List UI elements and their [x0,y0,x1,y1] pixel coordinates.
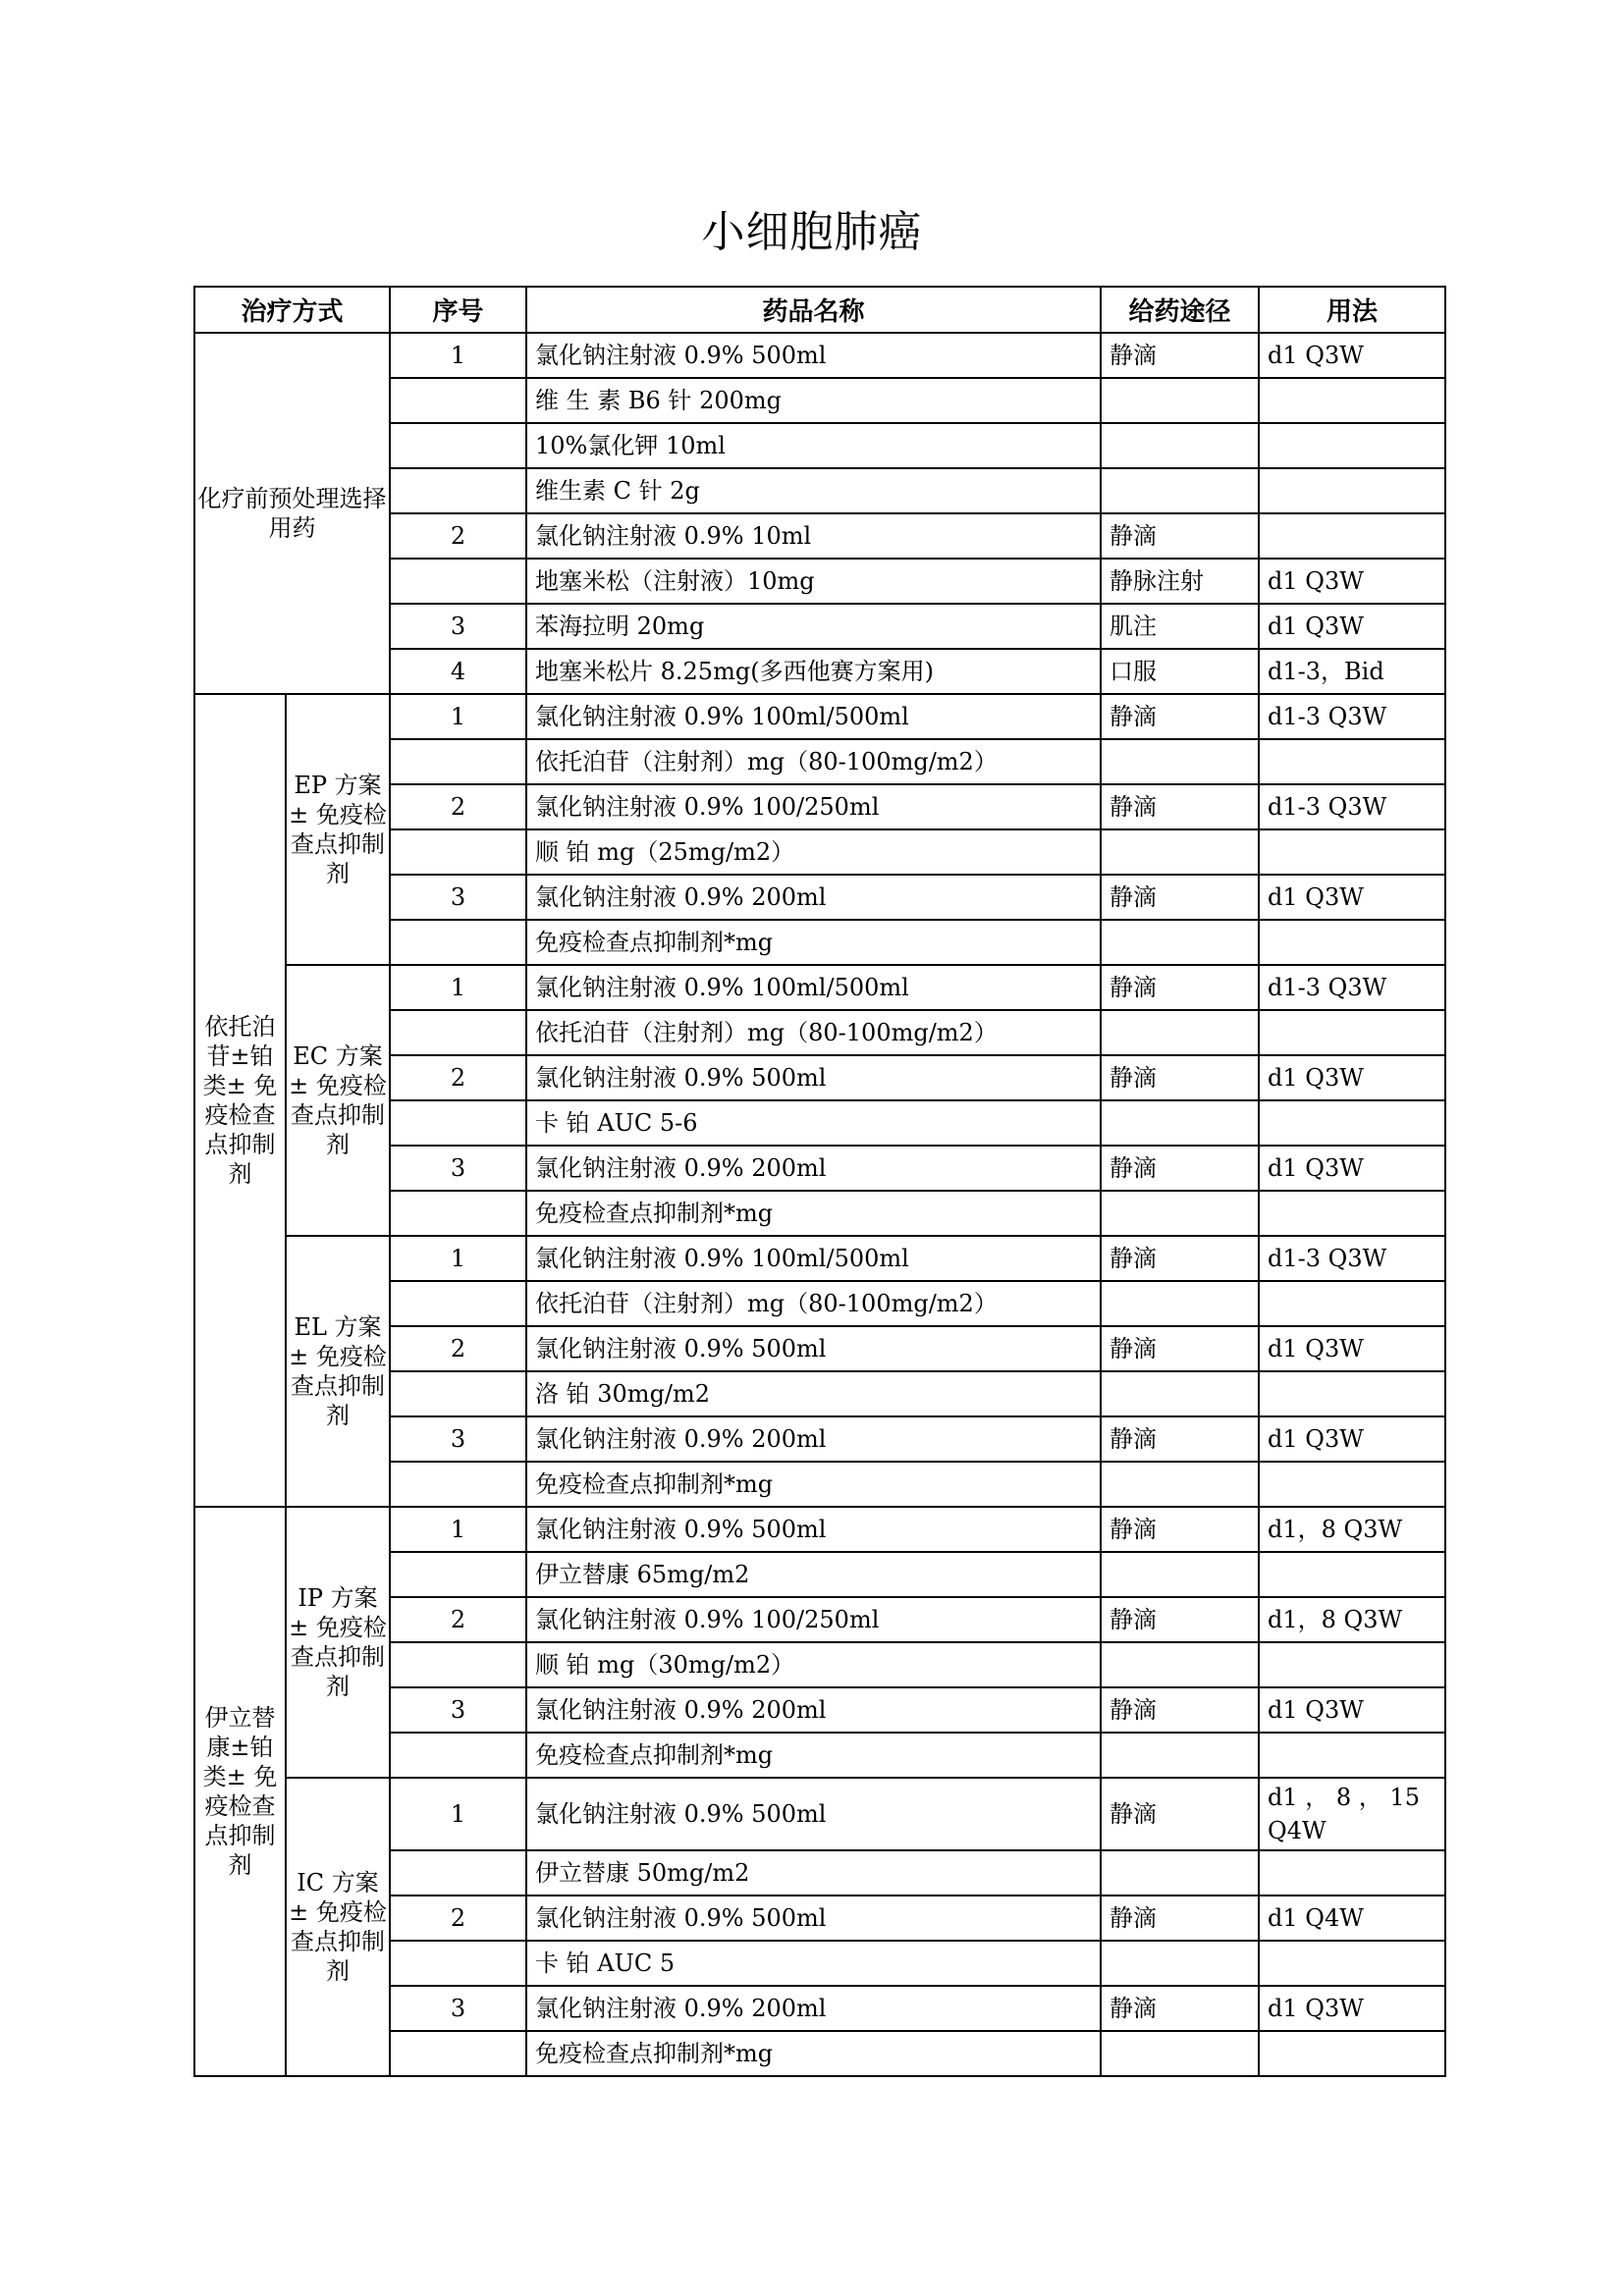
seq-cell: 3 [390,1687,526,1733]
drug-name-cell: 氯化钠注射液 0.9% 500ml [526,1326,1101,1371]
header-usage: 用法 [1259,287,1445,333]
usage-cell: d1-3 Q3W [1259,784,1445,829]
drug-name-cell: 免疫检查点抑制剂*mg [526,1733,1101,1778]
route-cell: 静脉注射 [1101,559,1259,604]
usage-cell [1259,423,1445,468]
drug-name-cell: 氯化钠注射液 0.9% 200ml [526,1416,1101,1462]
usage-cell [1259,1281,1445,1326]
usage-cell [1259,513,1445,559]
route-cell: 静滴 [1101,784,1259,829]
drug-name-cell: 氯化钠注射液 0.9% 200ml [526,1986,1101,2031]
usage-cell: d1 Q3W [1259,1146,1445,1191]
seq-cell: 3 [390,1986,526,2031]
drug-name-cell: 氯化钠注射液 0.9% 500ml [526,1507,1101,1552]
drug-name-cell: 伊立替康 65mg/m2 [526,1552,1101,1597]
table-row [194,965,1445,1010]
route-cell: 口服 [1101,649,1259,694]
header-route: 给药途径 [1101,287,1259,333]
seq-cell: 1 [390,1778,526,1850]
drug-name-cell: 维生素 C 针 2g [526,468,1101,513]
drug-name-cell: 氯化钠注射液 0.9% 10ml [526,513,1101,559]
category-cell-etoposide: 依托泊苷±铂类± 免疫检查点抑制剂 [194,694,286,1507]
route-cell [1101,1100,1259,1146]
regimen-name-cell: IP 方案± 免疫检查点抑制剂 [286,1507,390,1778]
drug-name-cell: 氯化钠注射液 0.9% 500ml [526,1778,1101,1850]
route-cell: 静滴 [1101,1687,1259,1733]
seq-cell: 3 [390,875,526,920]
category-cell-pretreatment: 化疗前预处理选择用药 [194,333,390,694]
drug-name-cell: 卡 铂 AUC 5-6 [526,1100,1101,1146]
regimen-name-cell: IC 方案± 免疫检查点抑制剂 [286,1778,390,2076]
table-row [194,1236,1445,1281]
route-cell: 静滴 [1101,1326,1259,1371]
regimen-name-cell: EL 方案± 免疫检查点抑制剂 [286,1236,390,1507]
seq-cell [390,1642,526,1687]
usage-cell: d1 Q3W [1259,875,1445,920]
seq-cell [390,1462,526,1507]
route-cell: 静滴 [1101,965,1259,1010]
route-cell: 静滴 [1101,875,1259,920]
seq-cell [390,1371,526,1416]
seq-cell [390,468,526,513]
drug-name-cell: 氯化钠注射液 0.9% 200ml [526,1146,1101,1191]
route-cell [1101,739,1259,784]
usage-cell: d1 Q3W [1259,1687,1445,1733]
seq-cell [390,1552,526,1597]
seq-cell: 3 [390,604,526,649]
route-cell: 静滴 [1101,1986,1259,2031]
usage-cell: d1 Q3W [1259,1986,1445,2031]
drug-name-cell: 顺 铂 mg（25mg/m2） [526,829,1101,875]
usage-cell [1259,920,1445,965]
table-row [194,333,1445,378]
header-seq: 序号 [390,287,526,333]
route-cell [1101,1462,1259,1507]
route-cell: 静滴 [1101,1507,1259,1552]
route-cell [1101,1850,1259,1896]
drug-name-cell: 氯化钠注射液 0.9% 200ml [526,875,1101,920]
seq-cell [390,2031,526,2076]
table-header-row [194,287,1445,333]
seq-cell [390,739,526,784]
seq-cell: 1 [390,333,526,378]
route-cell [1101,1552,1259,1597]
usage-cell: d1，8 Q3W [1259,1597,1445,1642]
drug-name-cell: 10%氯化钾 10ml [526,423,1101,468]
route-cell: 静滴 [1101,1597,1259,1642]
usage-cell [1259,468,1445,513]
regimen-table [193,286,1446,2077]
drug-name-cell: 依托泊苷（注射剂）mg（80-100mg/m2） [526,739,1101,784]
usage-cell: d1 Q3W [1259,1055,1445,1100]
seq-cell [390,559,526,604]
usage-cell [1259,1462,1445,1507]
drug-name-cell: 维 生 素 B6 针 200mg [526,378,1101,423]
seq-cell [390,829,526,875]
drug-name-cell: 卡 铂 AUC 5 [526,1941,1101,1986]
seq-cell [390,1100,526,1146]
route-cell: 静滴 [1101,513,1259,559]
route-cell [1101,1010,1259,1055]
usage-cell [1259,1100,1445,1146]
page-title: 小细胞肺癌 [701,207,923,257]
usage-cell [1259,1552,1445,1597]
seq-cell: 1 [390,694,526,739]
seq-cell: 1 [390,1507,526,1552]
seq-cell: 3 [390,1146,526,1191]
drug-name-cell: 免疫检查点抑制剂*mg [526,1191,1101,1236]
regimen-name-cell: EC 方案± 免疫检查点抑制剂 [286,965,390,1236]
route-cell [1101,1941,1259,1986]
route-cell: 静滴 [1101,1146,1259,1191]
drug-name-cell: 依托泊苷（注射剂）mg（80-100mg/m2） [526,1010,1101,1055]
route-cell: 静滴 [1101,1778,1259,1850]
seq-cell [390,1281,526,1326]
usage-cell: d1-3 Q3W [1259,1236,1445,1281]
usage-cell: d1 Q3W [1259,559,1445,604]
drug-name-cell: 氯化钠注射液 0.9% 100ml/500ml [526,965,1101,1010]
usage-cell: d1-3 Q3W [1259,965,1445,1010]
seq-cell [390,1941,526,1986]
drug-name-cell: 顺 铂 mg（30mg/m2） [526,1642,1101,1687]
header-treatment: 治疗方式 [194,287,390,333]
route-cell: 静滴 [1101,1055,1259,1100]
route-cell [1101,1642,1259,1687]
usage-cell [1259,378,1445,423]
seq-cell [390,423,526,468]
usage-cell [1259,1371,1445,1416]
route-cell: 静滴 [1101,1416,1259,1462]
drug-name-cell: 免疫检查点抑制剂*mg [526,920,1101,965]
seq-cell: 2 [390,784,526,829]
usage-cell [1259,829,1445,875]
seq-cell: 4 [390,649,526,694]
route-cell [1101,423,1259,468]
seq-cell: 3 [390,1416,526,1462]
drug-name-cell: 氯化钠注射液 0.9% 200ml [526,1687,1101,1733]
usage-cell-text: d1 ， 8 ， 15 Q4W [1268,1784,1420,1844]
usage-cell [1259,1850,1445,1896]
drug-name-cell: 氯化钠注射液 0.9% 100ml/500ml [526,1236,1101,1281]
usage-cell [1259,1778,1445,1850]
usage-cell: d1 Q3W [1259,1416,1445,1462]
seq-cell: 2 [390,1597,526,1642]
route-cell [1101,1191,1259,1236]
usage-cell [1259,1642,1445,1687]
drug-name-cell: 氯化钠注射液 0.9% 500ml [526,1896,1101,1941]
usage-cell: d1 Q3W [1259,1326,1445,1371]
seq-cell: 2 [390,1896,526,1941]
route-cell [1101,378,1259,423]
route-cell: 静滴 [1101,694,1259,739]
route-cell [1101,1281,1259,1326]
usage-cell [1259,739,1445,784]
table-row [194,694,1445,739]
usage-cell: d1-3，Bid [1259,649,1445,694]
seq-cell [390,378,526,423]
usage-cell [1259,2031,1445,2076]
route-cell: 肌注 [1101,604,1259,649]
route-cell: 静滴 [1101,333,1259,378]
usage-cell: d1，8 Q3W [1259,1507,1445,1552]
usage-cell: d1 Q3W [1259,604,1445,649]
usage-cell [1259,1941,1445,1986]
drug-name-cell: 伊立替康 50mg/m2 [526,1850,1101,1896]
drug-name-cell: 氯化钠注射液 0.9% 100ml/500ml [526,694,1101,739]
table-row [194,1507,1445,1552]
usage-cell: d1-3 Q3W [1259,694,1445,739]
route-cell [1101,2031,1259,2076]
route-cell [1101,920,1259,965]
seq-cell [390,1850,526,1896]
route-cell: 静滴 [1101,1236,1259,1281]
seq-cell [390,1191,526,1236]
route-cell [1101,468,1259,513]
drug-name-cell: 依托泊苷（注射剂）mg（80-100mg/m2） [526,1281,1101,1326]
drug-name-cell: 免疫检查点抑制剂*mg [526,1462,1101,1507]
seq-cell [390,1733,526,1778]
drug-name-cell: 洛 铂 30mg/m2 [526,1371,1101,1416]
header-drug: 药品名称 [526,287,1101,333]
route-cell [1101,1371,1259,1416]
route-cell [1101,829,1259,875]
regimen-name-cell: EP 方案± 免疫检查点抑制剂 [286,694,390,965]
route-cell [1101,1733,1259,1778]
drug-name-cell: 免疫检查点抑制剂*mg [526,2031,1101,2076]
seq-cell: 1 [390,965,526,1010]
drug-name-cell: 氯化钠注射液 0.9% 500ml [526,333,1101,378]
usage-cell [1259,1191,1445,1236]
drug-name-cell: 氯化钠注射液 0.9% 100/250ml [526,1597,1101,1642]
usage-cell [1259,1733,1445,1778]
seq-cell [390,920,526,965]
table-row [194,1778,1445,1850]
usage-cell [1259,1010,1445,1055]
drug-name-cell: 地塞米松片 8.25mg(多西他赛方案用) [526,649,1101,694]
usage-cell: d1 Q4W [1259,1896,1445,1941]
category-cell-irinotecan: 伊立替康±铂类± 免疫检查点抑制剂 [194,1507,286,2076]
seq-cell: 2 [390,1055,526,1100]
seq-cell: 2 [390,513,526,559]
usage-cell: d1 Q3W [1259,333,1445,378]
drug-name-cell: 地塞米松（注射液）10mg [526,559,1101,604]
seq-cell [390,1010,526,1055]
route-cell: 静滴 [1101,1896,1259,1941]
seq-cell: 2 [390,1326,526,1371]
drug-name-cell: 氯化钠注射液 0.9% 100/250ml [526,784,1101,829]
seq-cell: 1 [390,1236,526,1281]
drug-name-cell: 苯海拉明 20mg [526,604,1101,649]
drug-name-cell: 氯化钠注射液 0.9% 500ml [526,1055,1101,1100]
